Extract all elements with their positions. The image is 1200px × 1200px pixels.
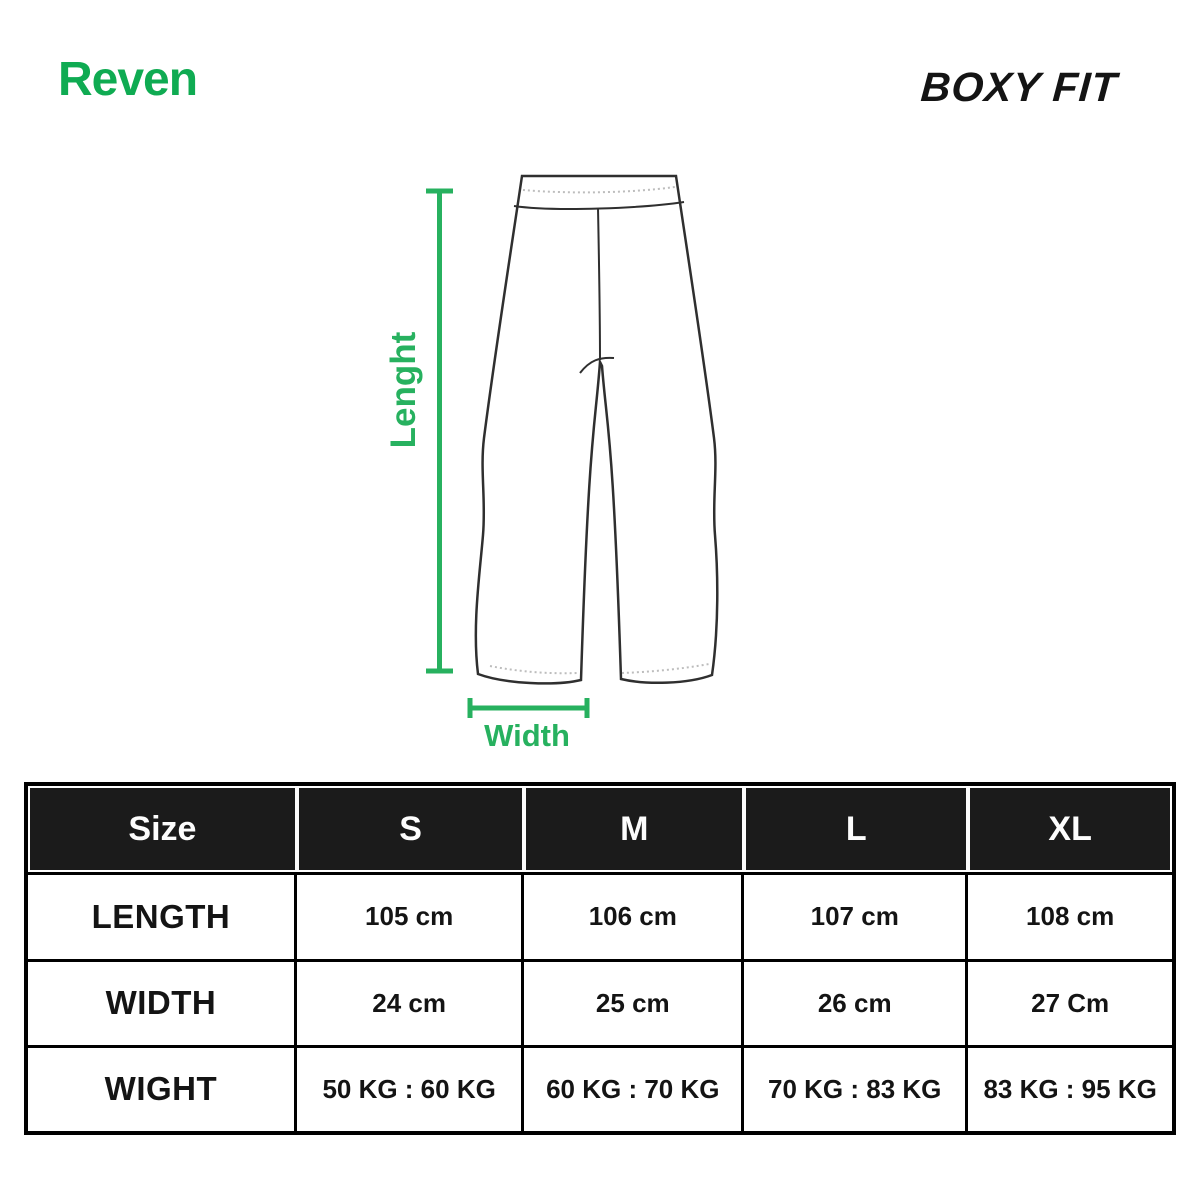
row-label-length: LENGTH	[28, 872, 297, 958]
length-measure-line	[426, 191, 453, 671]
cell-length-s: 105 cm	[297, 872, 525, 958]
waistband-stitch	[523, 187, 675, 192]
cell-wight-s: 50 KG : 60 KG	[297, 1045, 525, 1131]
size-table	[24, 782, 1176, 1135]
cell-wight-xl: 83 KG : 95 KG	[968, 1045, 1172, 1131]
brand-logo: Reven	[58, 53, 198, 106]
length-label: Lenght	[384, 331, 423, 449]
cell-wight-m: 60 KG : 70 KG	[524, 1045, 744, 1131]
row-label-wight: WIGHT	[28, 1045, 297, 1131]
cell-length-xl: 108 cm	[968, 872, 1172, 958]
row-label-width: WIDTH	[28, 959, 297, 1045]
left-hem-stitch	[490, 666, 578, 673]
header-cell-s: S	[297, 786, 525, 872]
cell-width-m: 25 cm	[524, 959, 744, 1045]
header-cell-l: L	[744, 786, 968, 872]
cell-width-s: 24 cm	[297, 959, 525, 1045]
cell-wight-l: 70 KG : 83 KG	[744, 1045, 968, 1131]
cell-length-m: 106 cm	[524, 872, 744, 958]
width-label: Width	[484, 718, 570, 753]
header-cell-size: Size	[28, 786, 297, 872]
cell-length-l: 107 cm	[744, 872, 968, 958]
crotch-curve	[580, 358, 614, 373]
header-cell-m: M	[524, 786, 744, 872]
waistband-seam	[514, 202, 684, 209]
pants-outline	[476, 176, 717, 683]
cell-width-l: 26 cm	[744, 959, 968, 1045]
right-hem-stitch	[622, 664, 709, 673]
header-cell-xl: XL	[968, 786, 1172, 872]
width-measure-line	[470, 698, 587, 718]
fit-style-label: BOXY FIT	[919, 64, 1119, 110]
cell-width-xl: 27 Cm	[968, 959, 1172, 1045]
center-seam	[598, 208, 600, 360]
